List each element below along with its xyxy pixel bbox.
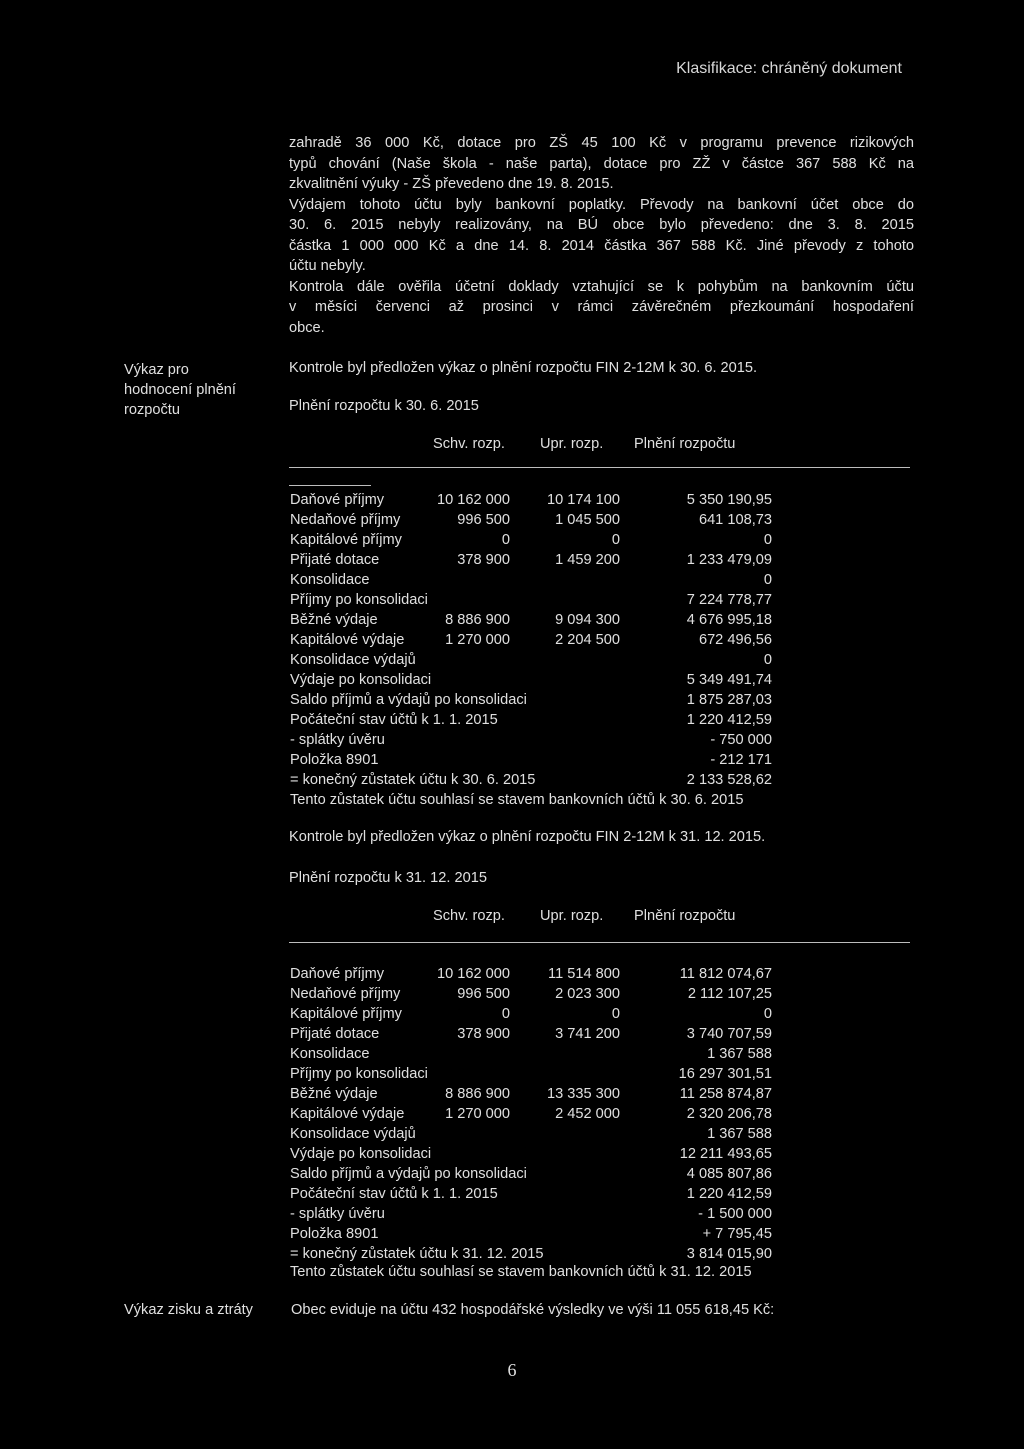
col-header-upr: Upr. rozp. bbox=[540, 436, 604, 452]
cell-schv: 10 162 000 bbox=[436, 966, 510, 982]
cell-schv: 996 500 bbox=[457, 986, 510, 1002]
row-label: Kapitálové příjmy bbox=[290, 1006, 402, 1022]
col-header-plneni: Plnění rozpočtu bbox=[634, 436, 736, 452]
row-label: Příjmy po konsolidaci bbox=[290, 1066, 428, 1082]
row-label: Saldo příjmů a výdajů po konsolidaci bbox=[290, 692, 527, 708]
row-label: Kapitálové příjmy bbox=[290, 532, 402, 548]
cell-plneni: 7 224 778,77 bbox=[686, 592, 772, 608]
cell-upr: 3 741 200 bbox=[555, 1026, 620, 1042]
intro-line: zahradě 36 000 Kč, dotace pro ZŠ 45 100 Kč v programu prevence rizikových bbox=[289, 135, 914, 151]
row-label: Konsolidace bbox=[290, 572, 370, 588]
row-label: Konsolidace bbox=[290, 1046, 370, 1062]
subtitle-2: Plnění rozpočtu k 31. 12. 2015 bbox=[289, 870, 487, 886]
col-header-schv: Schv. rozp. bbox=[433, 436, 505, 452]
row-label: Přijaté dotace bbox=[290, 552, 380, 568]
closing-1: Tento zůstatek účtu souhlasí se stavem bankovních účtů k 30. 6. 2015 bbox=[290, 792, 744, 808]
row-label: Počáteční stav účtů k 1. 1. 2015 bbox=[290, 712, 498, 728]
cell-schv: 996 500 bbox=[457, 512, 510, 528]
cell-plneni: 1 233 479,09 bbox=[686, 552, 772, 568]
col-header-upr: Upr. rozp. bbox=[540, 908, 604, 924]
intro-line: v měsíci červenci až prosinci v rámci závěrečném přezkoumání hospodaření bbox=[289, 299, 914, 315]
cell-plneni: 672 496,56 bbox=[698, 632, 772, 648]
cell-upr: 10 174 100 bbox=[546, 492, 620, 508]
cell-upr: 0 bbox=[611, 1006, 620, 1022]
cell-plneni: 2 133 528,62 bbox=[686, 772, 772, 788]
row-label: = konečný zůstatek účtu k 31. 12. 2015 bbox=[290, 1246, 544, 1262]
closing-2: Tento zůstatek účtu souhlasí se stavem bankovních účtů k 31. 12. 2015 bbox=[290, 1264, 752, 1280]
cell-plneni: 5 350 190,95 bbox=[686, 492, 772, 508]
divider bbox=[289, 467, 910, 468]
row-label: Kapitálové výdaje bbox=[290, 1106, 405, 1122]
row-label: Běžné výdaje bbox=[290, 1086, 378, 1102]
intro-line: zkvalitnění výuky - ZŠ převedeno dne 19. 8. 2015. bbox=[289, 176, 614, 192]
cell-upr: 2 023 300 bbox=[555, 986, 620, 1002]
row-label: Počáteční stav účtů k 1. 1. 2015 bbox=[290, 1186, 498, 1202]
cell-plneni: 3 740 707,59 bbox=[686, 1026, 772, 1042]
cell-plneni: 11 258 874,87 bbox=[679, 1086, 772, 1102]
cell-plneni: 0 bbox=[763, 532, 772, 548]
row-label: Nedaňové příjmy bbox=[290, 512, 401, 528]
cell-plneni: 1 220 412,59 bbox=[686, 1186, 772, 1202]
intro-line: 30. 6. 2015 nebyly realizovány, na BÚ obce bylo převedeno: dne 3. 8. 2015 bbox=[289, 217, 914, 233]
intro-line: Kontrola dále ověřila účetní doklady vztahující se k pohybům na bankovním účtu bbox=[289, 278, 914, 295]
row-label: Daňové příjmy bbox=[290, 966, 385, 982]
intro-paragraph bbox=[289, 133, 914, 338]
cell-plneni: 0 bbox=[763, 572, 772, 588]
col-header-plneni: Plnění rozpočtu bbox=[634, 908, 736, 924]
cell-plneni: 1 367 588 bbox=[707, 1126, 772, 1142]
cell-upr: 0 bbox=[611, 532, 620, 548]
cell-plneni: 1 875 287,03 bbox=[686, 692, 772, 708]
row-label: Položka 8901 bbox=[290, 1226, 379, 1242]
row-label: Přijaté dotace bbox=[290, 1026, 380, 1042]
row-label: = konečný zůstatek účtu k 30. 6. 2015 bbox=[290, 772, 536, 788]
cell-plneni: + 7 795,45 bbox=[702, 1226, 772, 1242]
cell-plneni: 4 085 807,86 bbox=[686, 1166, 772, 1182]
row-label: Daňové příjmy bbox=[290, 492, 385, 508]
cell-schv: 8 886 900 bbox=[445, 612, 510, 628]
cell-plneni: 0 bbox=[763, 1006, 772, 1022]
cell-plneni: 641 108,73 bbox=[698, 512, 772, 528]
row-label: Kapitálové výdaje bbox=[290, 632, 405, 648]
divider bbox=[289, 942, 910, 943]
row-label: Příjmy po konsolidaci bbox=[290, 592, 428, 608]
row-label: Výdaje po konsolidaci bbox=[290, 672, 432, 688]
cell-schv: 378 900 bbox=[457, 552, 510, 568]
intro-line: účtu nebyly. bbox=[289, 258, 366, 274]
cell-upr: 13 335 300 bbox=[546, 1086, 620, 1102]
row-label: Konsolidace výdajů bbox=[290, 652, 416, 668]
cell-plneni: 12 211 493,65 bbox=[679, 1146, 772, 1162]
col-header-schv: Schv. rozp. bbox=[433, 908, 505, 924]
intro-line: Výdajem tohoto účtu byly bankovní poplatky. Převody na bankovní účet obce do bbox=[289, 196, 914, 213]
cell-plneni: 2 320 206,78 bbox=[686, 1106, 772, 1122]
row-label: Položka 8901 bbox=[290, 752, 379, 768]
cell-plneni: 11 812 074,67 bbox=[679, 966, 772, 982]
cell-upr: 1 045 500 bbox=[555, 512, 620, 528]
classification-header: Klasifikace: chráněný dokument bbox=[676, 60, 902, 77]
cell-schv: 0 bbox=[501, 532, 510, 548]
row-label: Nedaňové příjmy bbox=[290, 986, 401, 1002]
section-label-profit-loss: Výkaz zisku a ztráty bbox=[124, 1302, 253, 1318]
cell-plneni: - 212 171 bbox=[710, 752, 772, 768]
cell-upr: 9 094 300 bbox=[555, 612, 620, 628]
cell-schv: 1 270 000 bbox=[445, 1106, 510, 1122]
profit-loss-text: Obec eviduje na účtu 432 hospodářské výsledky ve výši 11 055 618,45 Kč: bbox=[291, 1302, 775, 1318]
cell-schv: 0 bbox=[501, 1006, 510, 1022]
cell-upr: 1 459 200 bbox=[555, 552, 620, 568]
cell-schv: 378 900 bbox=[457, 1026, 510, 1042]
cell-upr: 2 452 000 bbox=[555, 1106, 620, 1122]
cell-plneni: - 1 500 000 bbox=[698, 1206, 772, 1222]
row-label: - splátky úvěru bbox=[290, 732, 385, 748]
row-label: Výdaje po konsolidaci bbox=[290, 1146, 432, 1162]
cell-schv: 1 270 000 bbox=[445, 632, 510, 648]
cell-plneni: 1 367 588 bbox=[707, 1046, 772, 1062]
cell-plneni: 0 bbox=[763, 652, 772, 668]
subtitle-1: Plnění rozpočtu k 30. 6. 2015 bbox=[289, 398, 479, 414]
cell-plneni: 1 220 412,59 bbox=[686, 712, 772, 728]
row-label: Běžné výdaje bbox=[290, 612, 378, 628]
page-number: 6 bbox=[507, 1360, 517, 1380]
row-label: - splátky úvěru bbox=[290, 1206, 385, 1222]
section-label-budget: Výkaz pro hodnocení plnění rozpočtu bbox=[124, 362, 236, 418]
intro-line: obce. bbox=[289, 319, 325, 336]
cell-upr: 2 204 500 bbox=[555, 632, 620, 648]
cell-plneni: 4 676 995,18 bbox=[686, 612, 772, 628]
cell-plneni: 5 349 491,74 bbox=[686, 672, 772, 688]
intro-line: částka 1 000 000 Kč a dne 14. 8. 2014 částka 367 588 Kč. Jiné převody z tohoto bbox=[289, 237, 914, 254]
cell-plneni: 16 297 301,51 bbox=[678, 1066, 772, 1082]
intro-line: typů chování (Naše škola - naše parta), dotace pro ZŽ v částce 367 588 Kč na bbox=[289, 155, 914, 172]
cell-upr: 11 514 800 bbox=[548, 966, 620, 982]
divider-short bbox=[289, 485, 371, 486]
row-label: Konsolidace výdajů bbox=[290, 1126, 416, 1142]
cell-schv: 10 162 000 bbox=[436, 492, 510, 508]
cell-plneni: 2 112 107,25 bbox=[687, 986, 772, 1002]
statement-2: Kontrole byl předložen výkaz o plnění rozpočtu FIN 2-12M k 31. 12. 2015. bbox=[289, 829, 766, 845]
cell-plneni: 3 814 015,90 bbox=[686, 1246, 772, 1262]
row-label: Saldo příjmů a výdajů po konsolidaci bbox=[290, 1166, 527, 1182]
cell-schv: 8 886 900 bbox=[445, 1086, 510, 1102]
cell-plneni: - 750 000 bbox=[710, 732, 772, 748]
statement-1: Kontrole byl předložen výkaz o plnění rozpočtu FIN 2-12M k 30. 6. 2015. bbox=[289, 360, 758, 376]
